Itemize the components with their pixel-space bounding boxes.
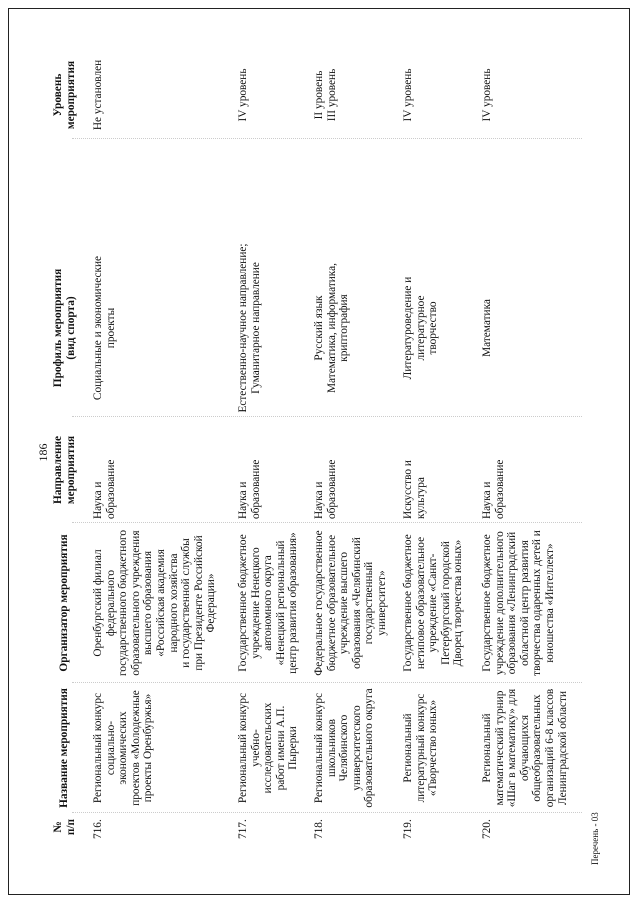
row-716-name: Региональный конкурс социально-экономических проектов «Молодежные проекты Оренбуржья» <box>92 690 155 806</box>
header-profile: Профиль мероприятия (вид спорта) <box>52 268 77 388</box>
row-720-direction: Наука и образование <box>481 459 506 519</box>
row-717-profile: Естественно-научное направление; Гуманитарное направление <box>237 243 262 413</box>
row-719-num: 719. <box>402 819 414 839</box>
header-name: Название мероприятия <box>58 688 70 808</box>
header-num: № п/п <box>52 818 77 836</box>
row-717-num: 717. <box>237 819 249 839</box>
column-guide <box>72 416 582 417</box>
row-717-direction: Наука и образование <box>237 459 262 519</box>
row-718-name: Региональный конкурс школьников Челябинского университетского образовательного округа <box>313 688 376 808</box>
row-716-direction: Наука и образование <box>92 459 117 519</box>
row-718-organizer: Федеральное государственное бюджетное образовательное учреждение высшего образования «Челябинский государственный университет» <box>313 530 388 676</box>
row-719-organizer: Государственное бюджетное нетиповое образовательное учреждение «Санкт- Петербургский городской Дворец творчества юных» <box>402 534 465 672</box>
row-716-num: 716. <box>92 819 104 839</box>
row-716-level: Не установлен <box>92 59 104 131</box>
column-guide <box>72 682 582 683</box>
column-guide <box>72 522 582 523</box>
row-720-level: IV уровень <box>481 68 493 122</box>
row-718-num: 718. <box>313 819 325 839</box>
row-718-profile: Русский язык Математика, информатика, криптография <box>313 263 351 393</box>
row-720-num: 720. <box>481 819 493 839</box>
row-719-level: IV уровень <box>402 68 414 122</box>
row-718-direction: Наука и образование <box>313 459 338 519</box>
row-719-direction: Искусство и культура <box>402 460 427 519</box>
row-716-organizer: Оренбургский филиал федерального государственного бюджетного образовательного учреждения высшего образования «Российская академия народного хозяйства и государственной службы при Президенте Российской Федерации» <box>92 530 218 676</box>
row-717-name: Региональный конкурс учебно-исследовательских работ имени А.П. Пырерки <box>237 692 300 804</box>
page-number: 186 <box>36 443 50 462</box>
footer-code: Перечень - 03 <box>590 812 600 865</box>
row-717-organizer: Государственное бюджетное учреждение Ненецкого автономного округа «Ненецкий региональный центр развития образования» <box>237 532 300 674</box>
column-guide <box>72 138 582 139</box>
row-720-name: Региональный математический турнир «Шаг в математику» для обучающихся общеобразовательных организаций 6-8 классов Ленинградской области <box>481 688 569 808</box>
row-720-profile: Математика <box>481 299 493 357</box>
row-719-profile: Литературоведение и литературное творчество <box>402 276 440 380</box>
header-level: Уровень мероприятия <box>52 60 77 130</box>
row-718-level: II уровень III уровень <box>313 68 338 122</box>
row-719-name: Региональный литературный конкурс «Творчество юных» <box>402 693 440 803</box>
row-717-level: IV уровень <box>237 68 249 122</box>
header-organizer: Организатор мероприятия <box>58 534 70 672</box>
row-716-profile: Социальные и экономические проекты <box>92 255 117 401</box>
row-720-organizer: Государственное бюджетное учреждение дополнительного образования «Ленинградский областной центр развития творчества одаренных детей и юношества «Интеллект» <box>481 530 556 676</box>
column-guide <box>72 812 582 813</box>
header-direction: Направление мероприятия <box>52 435 77 505</box>
